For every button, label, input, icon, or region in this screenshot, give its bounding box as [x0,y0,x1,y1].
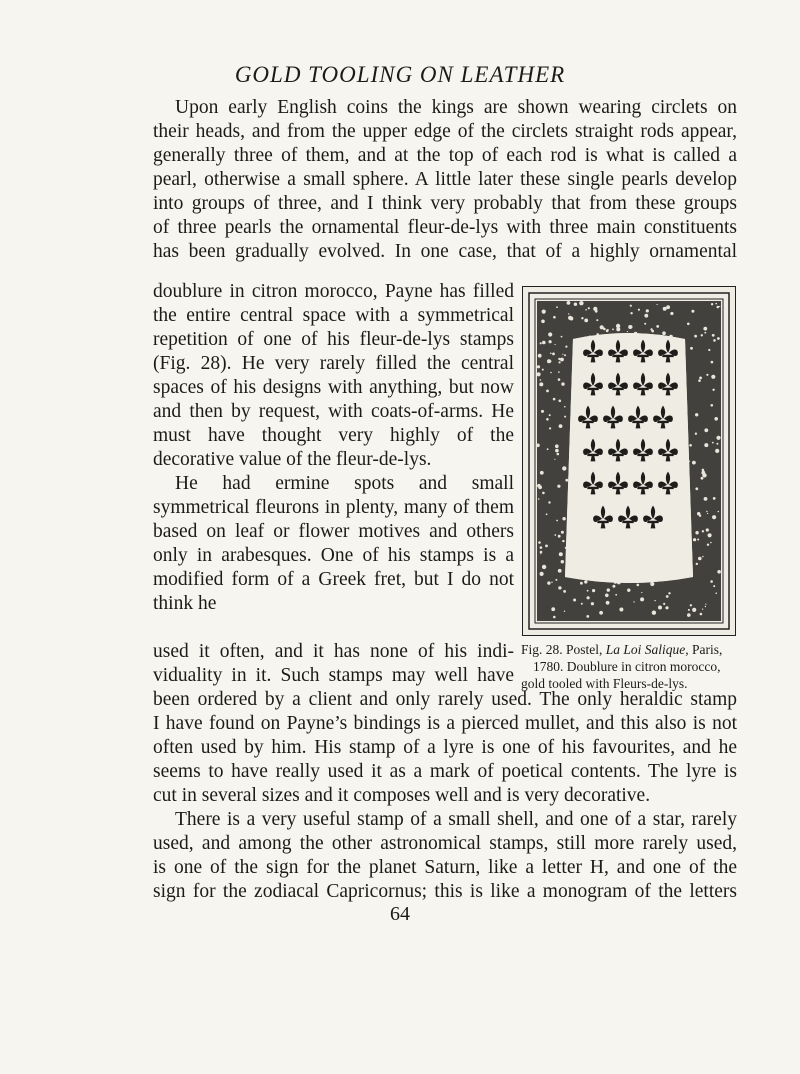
text-line: often used by him. His stamp of a lyre is one of his favourites, and he [153,737,737,758]
text-line: viduality in it. Such stamps may well have [153,665,514,686]
text-line: pearl, otherwise a small sphere. A little later these single pearls develop [153,169,737,190]
text-line: has been gradually evolved. In one case, that of a highly ornamental [153,241,737,262]
text-line: their heads, and from the upper edge of the circlets straight rods appear, [153,121,737,142]
paragraph: doublure in citron morocco, Payne has filled the entire central space with a symmetrical repetition of one of his fleur-de-lys stamps (Fig. 28). He very rarely filled the central spaces of his designs with anything, but now and then by request, with coats-of-arms. He must have thought very highly of the decorative value of the fleur-de-lys. [153,281,514,470]
caption-line-2: 1780. Doublure in citron morocco, [533,659,721,674]
page-number: 64 [390,903,410,925]
caption-line-3: gold tooled with Fleurs-de-lys. [521,676,688,691]
text-line: seems to have really used it as a mark of poetical contents. The lyre is [153,761,737,782]
text-line: used, and among the other astronomical stamps, still more rarely used, [153,833,737,854]
text-line: sign for the zodiacal Capricornus; this is like a monogram of the letters [153,881,737,902]
top-paragraph [153,96,737,264]
running-header: GOLD TOOLING ON LEATHER [234,62,566,87]
paragraph: He had ermine spots and small symmetrical fleurons in plenty, many of them based on leaf or flower motives and others only in arabesques. One of his stamps is a modified form of a Greek fret, but I do not think he [153,473,514,614]
text-line: There is a very useful stamp of a small shell, and one of a star, rarely [175,809,737,830]
text-line: generally three of them, and at the top of each rod is what is called a [153,145,737,166]
lower-paragraphs [153,664,737,904]
text-line: cut in several sizes and it composes well and is very decorative. [153,785,651,806]
text-line: into groups of three, and I think very probably that from these groups [153,193,737,214]
caption-book-title: La Loi Salique [605,642,686,657]
text-line: Upon early English coins the kings are shown wearing circlets on [175,97,737,118]
text-line: I have found on Payne’s bindings is a pierced mullet, and this also is not [153,713,737,734]
caption-line-1: Fig. 28. Postel, La Loi Salique, Paris, [521,642,723,657]
text-line: used it often, and it has none of his indi- [153,641,514,662]
text-line: of three pearls the ornamental fleur-de-lys with three main constituents [153,217,737,238]
text-line: been ordered by a client and only rarely used. The only heraldic stamp [153,689,737,710]
wrapped-text [153,280,514,616]
text-line: is one of the sign for the planet Saturn, like a letter H, and one of the [153,857,737,878]
fleur-de-lys-pattern-illustration [523,287,735,635]
figure-doublure-image [522,286,736,636]
